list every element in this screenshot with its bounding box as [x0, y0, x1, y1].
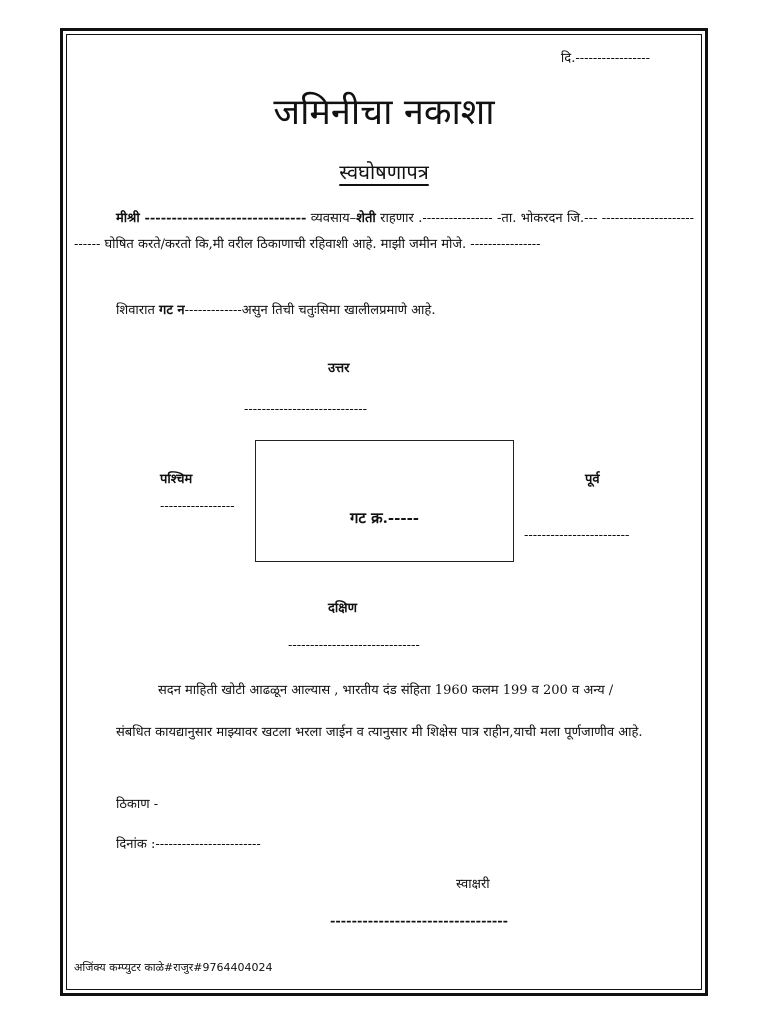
declaration-line-2: संबधित कायद्यानुसार माझ्यावर खटला भरला जाईन व त्यानुसार मी शिक्षेस पात्र राहीन,याची मला पूर्णजाणीव आहे.	[116, 725, 643, 740]
place-field: ठिकाण -	[116, 797, 159, 812]
signature-line: ---------------------------------	[330, 914, 509, 929]
date-field: दि.-----------------	[560, 51, 650, 66]
shivar-label: शिवारात	[116, 303, 160, 318]
signature-label: स्वाक्षरी	[456, 877, 490, 892]
page-title: जमिनीचा नकाशा	[273, 92, 495, 133]
gat-number-label: गट क्र.-----	[349, 509, 420, 527]
shivar-rest: -------------असुन तिची चतुःसिमा खालीलप्रमाणे आहे.	[184, 303, 436, 318]
occupation-label: व्यवसाय–	[306, 211, 357, 226]
intro-paragraph	[74, 206, 694, 258]
occupation-value: शेती	[356, 211, 376, 226]
plot-boundary-box	[255, 440, 514, 562]
declaration-line-1: सदन माहिती खोटी आढळून आल्यास , भारतीय दंड संहिता 1960 कलम 199 व 200 व अन्य /	[158, 683, 614, 698]
intro-rest: राहणार .---------------- -ता. भोकरदन जि.--- --------------------------- घोषित करते/करतो कि,मी वरील ठिकाणाची रहिवाशी आहे. माझी जमीन मोजे. ----------------	[74, 211, 694, 252]
footer-credit: अजिंक्य कम्प्युटर काळे#राजुर#9764404024	[74, 961, 273, 974]
date-signature-field: दिनांक :------------------------	[116, 837, 261, 852]
north-label: उत्तर	[328, 361, 350, 376]
intro-prefix: मी	[116, 211, 128, 226]
shivar-line	[116, 300, 435, 318]
east-blank: ------------------------	[524, 528, 630, 543]
east-label: पूर्व	[585, 472, 600, 487]
name-field: श्री ------------------------------	[127, 211, 307, 226]
south-label: दक्षिण	[328, 601, 357, 616]
page-subtitle: स्वघोषणापत्र	[339, 160, 429, 184]
gat-no-label: गट न	[159, 303, 185, 318]
south-blank: ------------------------------	[288, 638, 420, 653]
north-blank: ----------------------------	[244, 402, 367, 417]
west-blank: -----------------	[160, 499, 235, 514]
west-label: पश्चिम	[160, 472, 193, 487]
